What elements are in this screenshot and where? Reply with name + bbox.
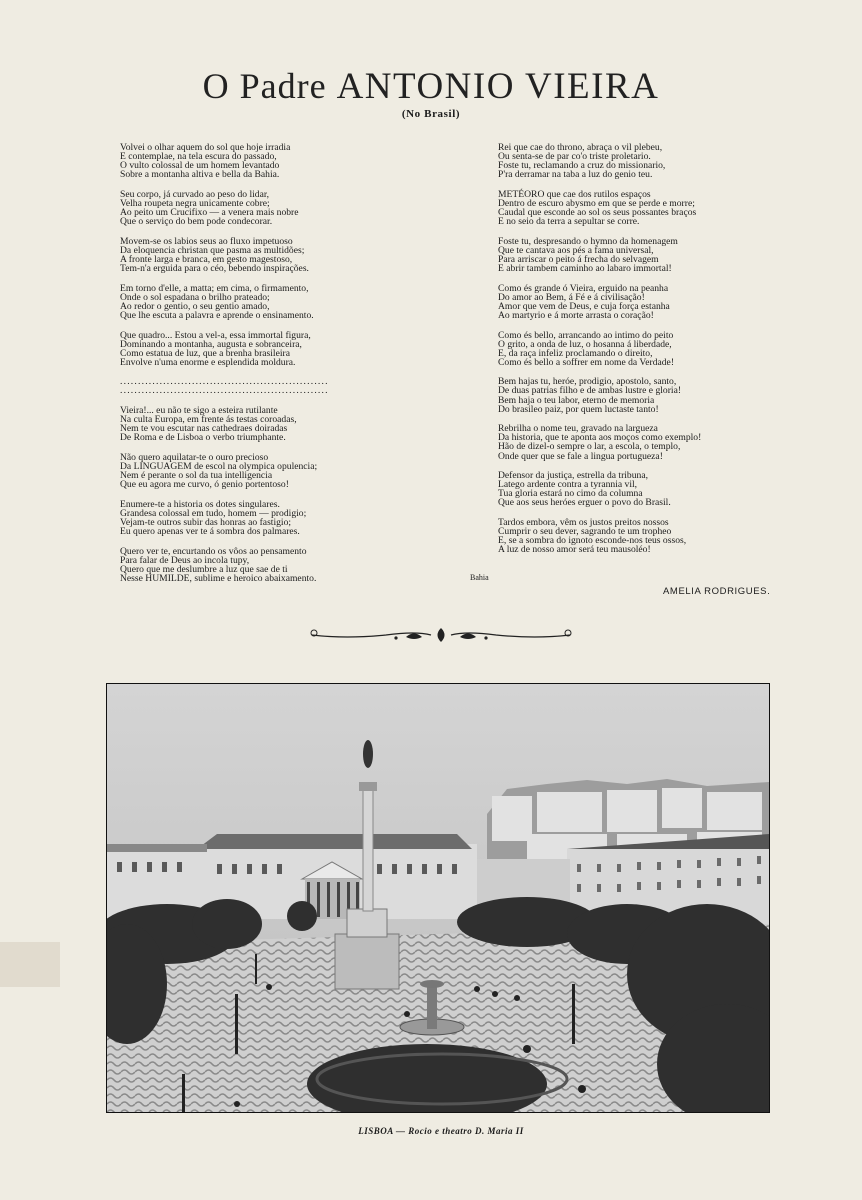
poem-line: Em torno d'elle, a matta; em cima, o firmamento, bbox=[120, 282, 309, 294]
poem-line: Nem te vou escutar nas cathedraes doiradas bbox=[120, 423, 288, 435]
poem-ellipsis-separator bbox=[120, 377, 390, 395]
poem-line: Tua gloria estará no cimo da columna bbox=[498, 488, 643, 500]
poem-line: Que o serviço do bem pode condecorar. bbox=[120, 216, 273, 228]
poem-line: Como és grande ó Vieira, erguido na peanha bbox=[498, 282, 669, 294]
poem-line: Do amor ao Bem, á Fé e á civilisação! bbox=[498, 291, 645, 303]
poem-line: A luz de nosso amor será teu mausoléo! bbox=[498, 544, 651, 556]
poem-author: AMELIA RODRIGUES. bbox=[663, 586, 771, 597]
poem-stanza bbox=[120, 547, 390, 583]
poem-line: Ao martyrio e á morte arrasta o coração! bbox=[498, 309, 654, 321]
poem-line: Onde o sol espadana o brilho prateado; bbox=[120, 291, 270, 303]
poem-line: Hão de dizel-o sempre o lar, a escola, o templo, bbox=[498, 441, 681, 453]
title-prefix: O Padre bbox=[202, 66, 327, 106]
poem-line: Como és bello, arrancando ao intimo do peito bbox=[498, 329, 674, 341]
poem-stanza bbox=[120, 453, 390, 489]
poem-line: Cumprir o seu dever, sagrando te um tropheo bbox=[498, 526, 672, 538]
poem-line: Para arriscar o peito á frecha do selvagem bbox=[498, 253, 659, 265]
poem-line: METÉORO que cae dos rutilos espaços bbox=[498, 188, 651, 200]
poem-line: Tem-n'a erguida para o céo, bebendo inspirações. bbox=[120, 263, 309, 275]
poem-stanza bbox=[120, 190, 390, 226]
poem-line: Vejam-te outros subir das honras ao fastigio; bbox=[120, 517, 292, 528]
poem-line: Que aos seus heróes erguer o povo do Brasil. bbox=[498, 497, 671, 509]
poem-line: Envolve n'uma enorme e esplendida moldura. bbox=[120, 356, 296, 368]
poem-line: Na culta Europa, em frente ás testas coroadas, bbox=[120, 414, 297, 426]
poem-line: Nesse HUMILDE, sublime e heroico abaixamento. bbox=[120, 572, 317, 584]
poem-line: Para falar de Deus ao incola tupy, bbox=[120, 554, 250, 566]
poem-line: Ao peito um Crucifixo — a venera mais nobre bbox=[120, 207, 299, 219]
poem-line: Que eu agora me curvo, ó genio portentoso! bbox=[120, 479, 289, 491]
poem-line: Ou senta-se de par co'o triste proletario. bbox=[498, 151, 651, 163]
poem-line: Da eloquencia christan que pasma as multidões; bbox=[120, 244, 305, 256]
poem-stanza bbox=[120, 237, 390, 273]
poem-line: E contemplae, na tela escura do passado, bbox=[120, 151, 277, 163]
poem-place: Bahia bbox=[470, 573, 489, 582]
poem-line: Dentro de escuro abysmo em que se perde e morre; bbox=[498, 197, 695, 209]
photo-caption: LISBOA — Rocio e theatro D. Maria II bbox=[358, 1126, 524, 1136]
poem-line: Eu quero apenas ver te á sombra dos palmares. bbox=[120, 526, 300, 538]
poem-stanza bbox=[498, 471, 778, 507]
poem-line: A fronte larga e branca, em gesto magestoso, bbox=[120, 253, 293, 265]
poem-stanza bbox=[120, 406, 390, 442]
page-subtitle: (No Brasil) bbox=[401, 108, 461, 120]
poem-stanza bbox=[498, 190, 778, 226]
poem-line: Que quadro... Estou a vel-a, essa immortal figura, bbox=[120, 329, 311, 341]
poem-line: Foste tu, despresando o hymno da homenagem bbox=[498, 235, 678, 247]
poem-line: Bem hajas tu, heróe, prodigio, apostolo, santo, bbox=[498, 376, 677, 388]
poem-stanza bbox=[498, 143, 778, 179]
poem-line: Rebrilha o nome teu, gravado na largueza bbox=[498, 423, 658, 435]
poem-line: Quero que me deslumbre a luz que sae de ti bbox=[120, 563, 288, 575]
poem-line: Grandesa colossal em tudo, homem — prodigio; bbox=[120, 507, 307, 519]
poem-stanza bbox=[498, 331, 778, 367]
poem-stanza bbox=[498, 237, 778, 273]
poem-line: Ao redor o gentio, o seu gentio amado, bbox=[120, 300, 270, 312]
poem-line: Tardos embora, vêm os justos preitos nossos bbox=[498, 517, 669, 528]
poem-line: Rei que cae do throno, abraça o vil plebeu, bbox=[498, 142, 663, 153]
poem-line: Volvei o olhar aquem do sol que hoje irradia bbox=[120, 142, 291, 153]
poem-stanza bbox=[498, 284, 778, 320]
poem-line: Enumere-te a historia os dotes singulares. bbox=[120, 498, 280, 510]
poem-line: O grito, a onda de luz, o hosanna á liberdade, bbox=[498, 338, 672, 350]
photo-lisboa-rocio bbox=[106, 683, 770, 1113]
poem-line: Nem é perante o sol da tua intelligencia bbox=[120, 470, 273, 482]
poem-line: Velha roupeta negra unicamente cobre; bbox=[120, 197, 270, 209]
poem-line: O vulto colossal de um homem levantado bbox=[120, 160, 280, 172]
poem-stanza bbox=[498, 424, 778, 460]
poem-stanza bbox=[120, 143, 390, 179]
poem-line: Defensor da justiça, estrella da tribuna, bbox=[498, 470, 648, 482]
poem-line: De duas patrias filho e de ambas lustre e gloria! bbox=[498, 385, 682, 397]
poem-line: Dominando a montanha, augusta e sobranceira, bbox=[120, 338, 302, 350]
poem-line: Da historia, que te aponta aos moços como exemplo! bbox=[498, 432, 702, 444]
poem-line: Movem-se os labios seus ao fluxo impetuoso bbox=[120, 235, 293, 247]
poem-stanza bbox=[120, 284, 390, 320]
poem-line: Como estatua de luz, que a brenha brasileira bbox=[120, 347, 290, 359]
poem-line: Vieira!... eu não te sigo a esteira rutilante bbox=[120, 405, 278, 417]
poem-line: Foste tu, reclamando a cruz do missionario, bbox=[498, 160, 666, 172]
poem-line: Que lhe escuta a palavra e aprende o ensinamento. bbox=[120, 309, 314, 321]
poem-line: Da LINGUAGEM de escol na olympica opulencia; bbox=[120, 461, 318, 473]
paper-stain bbox=[0, 942, 60, 987]
poem-line: P'ra derramar na taba a luz do genio teu. bbox=[498, 169, 653, 181]
poem-column-right bbox=[498, 143, 778, 565]
dots-line: .......................................................... bbox=[120, 385, 329, 396]
poem-stanza bbox=[498, 377, 778, 413]
poem-line: Bem haja o teu labor, eterno de memoria bbox=[498, 394, 655, 406]
ornament-divider-icon bbox=[306, 624, 576, 646]
poem-line: Seu corpo, já curvado ao peso do lidar, bbox=[120, 188, 270, 200]
poem-line: E, se a sombra do ignoto esconde-nos teus ossos, bbox=[498, 535, 687, 547]
poem-line: Como és bello a soffrer em nome da Verdade! bbox=[498, 356, 675, 368]
poem-line: De Roma e de Lisboa o verbo triumphante. bbox=[120, 432, 286, 444]
poem-line: Do brasileo paiz, por quem luctaste tanto! bbox=[498, 403, 659, 415]
poem-line: Caudal que esconde ao sol os seus possantes braços bbox=[498, 207, 697, 219]
poem-stanza bbox=[120, 331, 390, 367]
poem-line: E, da raça infeliz proclamando o direito, bbox=[498, 347, 653, 359]
title-name: ANTONIO VIEIRA bbox=[336, 66, 660, 107]
poem-line: Quero ver te, encurtando os vôos ao pensamento bbox=[120, 545, 307, 557]
dots-line: .......................................................... bbox=[120, 377, 329, 388]
poem-line: E abrir tambem caminho ao labaro immortal! bbox=[498, 263, 672, 275]
poem-stanza bbox=[120, 500, 390, 536]
poem-line: Não quero aquilatar-te o ouro precioso bbox=[120, 451, 269, 463]
page-title bbox=[0, 66, 862, 107]
poem-stanza bbox=[498, 518, 778, 554]
poem-line: E no seio da terra a sepultar se corre. bbox=[498, 216, 640, 228]
poem-line: Sobre a montanha altiva e bella da Bahia. bbox=[120, 169, 280, 181]
poem-line: Que te cantava aos pés a fama universal, bbox=[498, 244, 654, 256]
poem-line: Amor que vem de Deus, e cuja força estanha bbox=[498, 300, 670, 312]
poem-line: Latego ardente contra a tyrannia vil, bbox=[498, 479, 638, 491]
poem-column-left bbox=[120, 143, 390, 594]
poem-line: Onde quer que se fale a lingua portugueza! bbox=[498, 450, 663, 462]
